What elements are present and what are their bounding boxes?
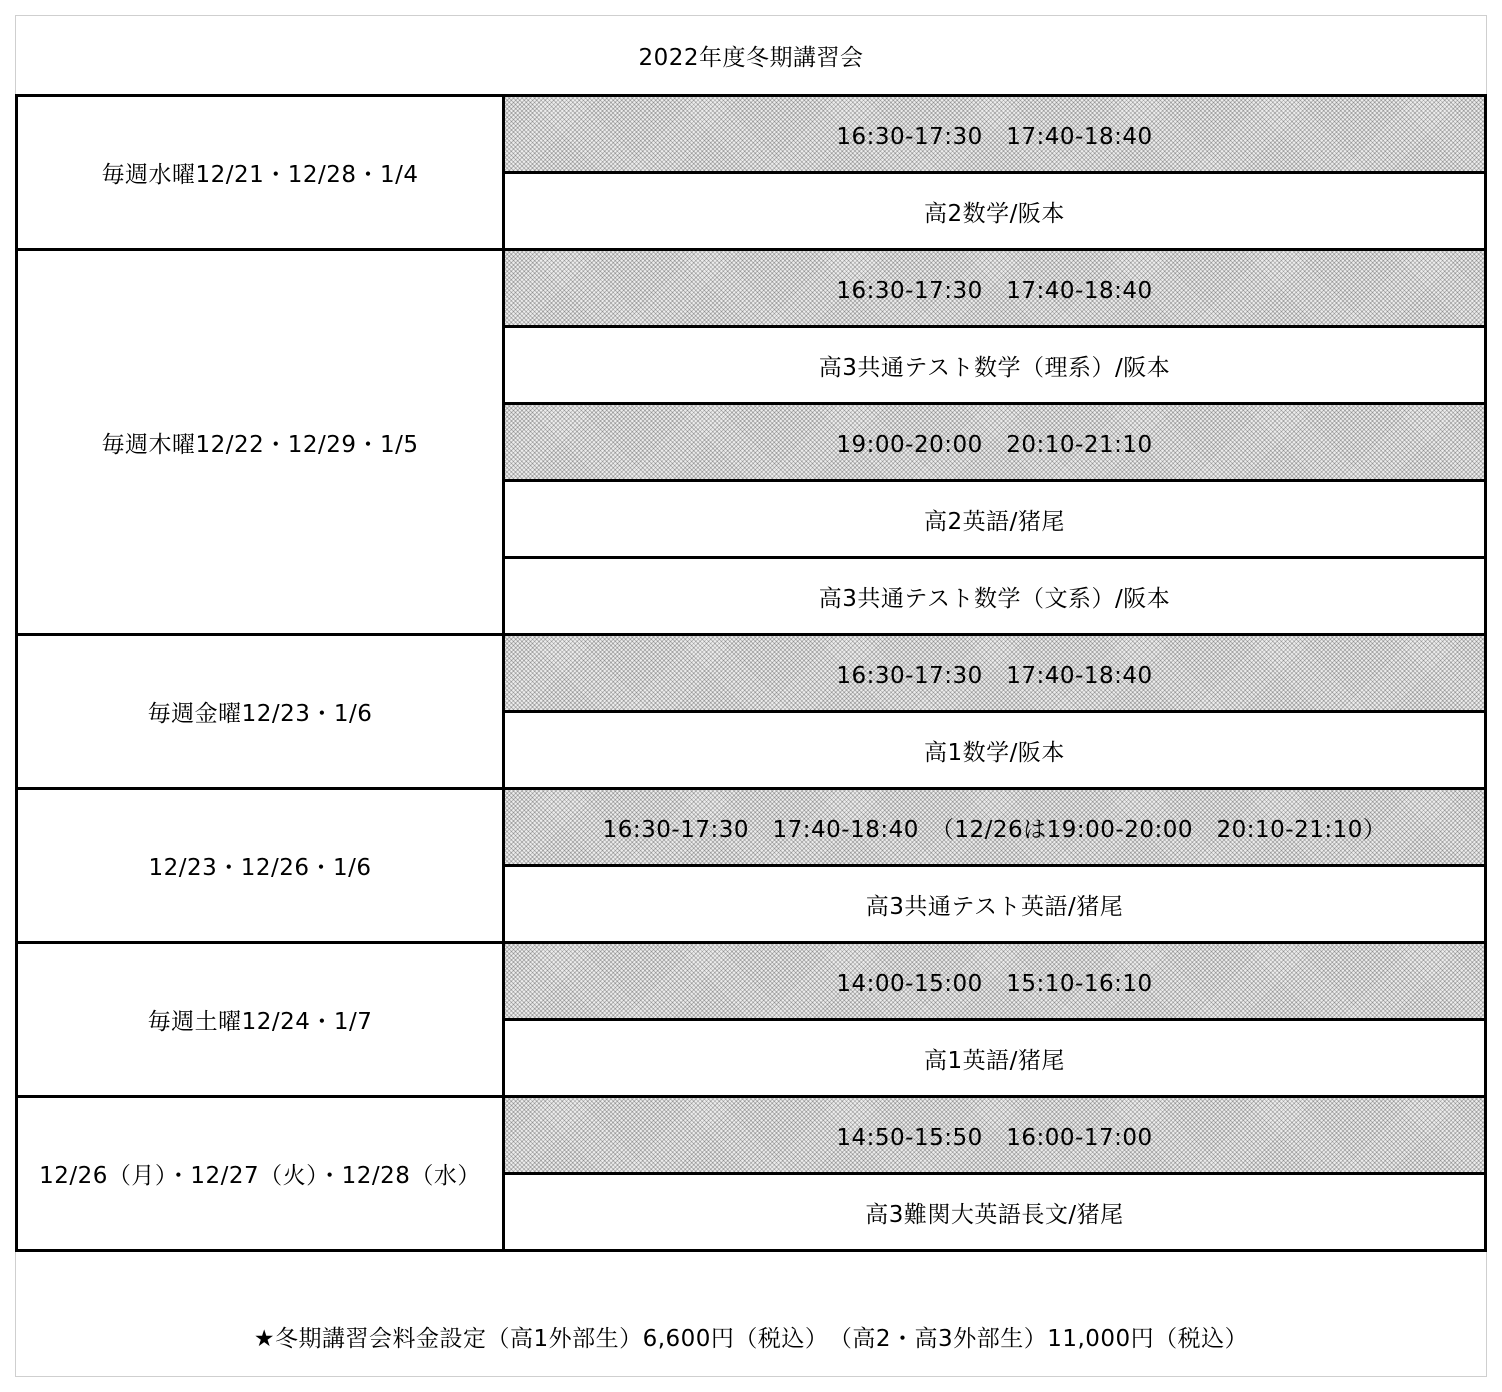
- course-cell: 高2数学/阪本: [504, 173, 1486, 250]
- time-cell: 19:00-20:00 20:10-21:10: [504, 404, 1486, 481]
- table-row: [17, 96, 1486, 173]
- day-cell: 12/23・12/26・1/6: [17, 789, 504, 943]
- time-cell: 14:00-15:00 15:10-16:10: [504, 943, 1486, 1020]
- table-row: [17, 943, 1486, 1020]
- time-cell: 16:30-17:30 17:40-18:40: [504, 96, 1486, 173]
- day-cell: 毎週金曜12/23・1/6: [17, 635, 504, 789]
- day-cell: 毎週木曜12/22・12/29・1/5: [17, 250, 504, 635]
- course-cell: 高3共通テスト数学（文系）/阪本: [504, 558, 1486, 635]
- course-cell: 高1英語/猪尾: [504, 1020, 1486, 1097]
- table-row: [17, 1097, 1486, 1174]
- day-cell: 毎週水曜12/21・12/28・1/4: [17, 96, 504, 250]
- course-cell: 高1数学/阪本: [504, 712, 1486, 789]
- table-row: [17, 635, 1486, 712]
- fee-note: ★冬期講習会料金設定（高1外部生）6,600円（税込） （高2・高3外部生）11,000円（税込）: [253, 1325, 1249, 1352]
- schedule-table: [15, 94, 1487, 1252]
- time-cell: 16:30-17:30 17:40-18:40 （12/26は19:00-20:00 20:10-21:10）: [504, 789, 1486, 866]
- page-title: 2022年度冬期講習会: [638, 44, 864, 71]
- day-cell: 毎週土曜12/24・1/7: [17, 943, 504, 1097]
- course-cell: 高2英語/猪尾: [504, 481, 1486, 558]
- time-cell: 14:50-15:50 16:00-17:00: [504, 1097, 1486, 1174]
- table-row: [17, 789, 1486, 866]
- course-cell: 高3共通テスト英語/猪尾: [504, 866, 1486, 943]
- course-cell: 高3難関大英語長文/猪尾: [504, 1174, 1486, 1251]
- day-cell: 12/26（月）・12/27（火）・12/28（水）: [17, 1097, 504, 1251]
- course-cell: 高3共通テスト数学（理系）/阪本: [504, 327, 1486, 404]
- table-row: [17, 250, 1486, 327]
- time-cell: 16:30-17:30 17:40-18:40: [504, 635, 1486, 712]
- time-cell: 16:30-17:30 17:40-18:40: [504, 250, 1486, 327]
